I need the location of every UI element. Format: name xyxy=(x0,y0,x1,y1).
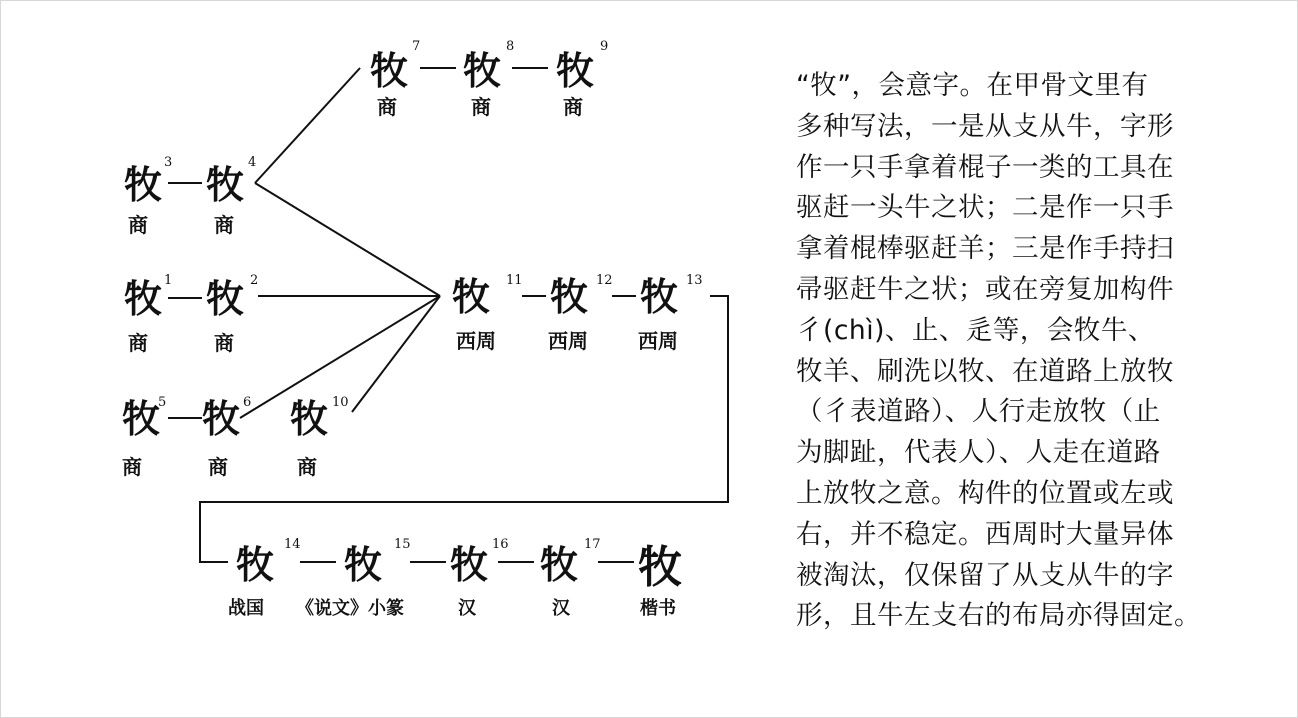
form-16 xyxy=(450,537,509,619)
explanation-line: 多种写法，一是从攴从牛，字形 xyxy=(796,110,1174,142)
form-4 xyxy=(206,155,256,237)
explanation-line: 为脚趾，代表人）、人走在道路 xyxy=(796,437,1161,469)
explanation-line: 上放牧之意。构件的位置或左或 xyxy=(796,477,1174,509)
glyph-7: 牧 xyxy=(370,48,409,93)
glyph-3: 牧 xyxy=(124,162,163,207)
form-number-16: 16 xyxy=(492,537,509,552)
glyph-10: 牧 xyxy=(290,396,329,441)
form-14 xyxy=(228,537,301,619)
glyph-11: 牧 xyxy=(452,274,491,319)
form-9 xyxy=(556,39,608,119)
form-11 xyxy=(452,273,523,353)
form-number-11: 11 xyxy=(506,273,523,288)
period-label-14: 战国 xyxy=(228,598,264,619)
period-label-2: 商 xyxy=(214,331,234,355)
branch-line-4-to-7 xyxy=(255,68,360,183)
form-7 xyxy=(370,39,420,119)
form-number-9: 9 xyxy=(600,39,609,54)
form-1 xyxy=(124,273,172,355)
glyph-9: 牧 xyxy=(556,48,595,93)
period-label-17: 汉 xyxy=(552,598,570,619)
branch-line-10-to-11 xyxy=(352,296,440,412)
form-number-4: 4 xyxy=(248,155,257,170)
period-label-10: 商 xyxy=(297,455,317,479)
glyph-8: 牧 xyxy=(463,48,502,93)
glyph-13: 牧 xyxy=(640,274,679,319)
form-number-14: 14 xyxy=(284,537,301,552)
form-number-5: 5 xyxy=(158,395,167,410)
period-label-5: 商 xyxy=(122,455,142,479)
explanation-line: 作一只手拿着棍子一类的工具在 xyxy=(796,151,1174,183)
period-label-3: 商 xyxy=(128,213,148,237)
glyph-2: 牧 xyxy=(206,276,245,321)
glyph-17: 牧 xyxy=(540,542,579,587)
period-label-6: 商 xyxy=(208,455,228,479)
period-label-1: 商 xyxy=(128,331,148,355)
explanation-line: 右，并不稳定。西周时大量异体 xyxy=(796,518,1174,550)
form-2 xyxy=(206,273,258,355)
period-label-7: 商 xyxy=(377,95,397,119)
form-8 xyxy=(463,39,514,119)
form-17 xyxy=(540,537,601,619)
glyph-15: 牧 xyxy=(344,542,383,587)
form-number-8: 8 xyxy=(506,39,515,54)
period-label-15: 《说文》小篆 xyxy=(296,598,404,619)
period-label-8: 商 xyxy=(471,95,491,119)
explanation-line: 拿着棍棒驱赶羊；三是作手持扫 xyxy=(796,233,1174,265)
explanation-line: “牧”，会意字。在甲骨文里有 xyxy=(796,70,1149,101)
form-15 xyxy=(296,537,411,619)
period-label-4: 商 xyxy=(214,213,234,237)
form-6 xyxy=(202,395,251,479)
explanation-line: 帚驱赶牛之状；或在旁复加构件 xyxy=(796,273,1174,305)
explanation-line: 形，且牛左攴右的布局亦得固定。 xyxy=(796,600,1201,632)
glyph-16: 牧 xyxy=(450,542,489,587)
form-number-17: 17 xyxy=(584,537,601,552)
period-label-9: 商 xyxy=(563,95,583,119)
form-3 xyxy=(124,155,172,237)
form-number-6: 6 xyxy=(243,395,252,410)
branch-line-4-to-11 xyxy=(255,183,440,296)
form-18-kaishu xyxy=(638,542,682,619)
explanation-line: 牧羊、刷洗以牧、在道路上放牧 xyxy=(796,355,1174,387)
form-13 xyxy=(638,273,703,353)
explanation-text xyxy=(796,66,1268,637)
explanation-line: （彳表道路）、人行走放牧（止 xyxy=(796,396,1161,428)
glyph-4: 牧 xyxy=(206,162,245,207)
form-number-10: 10 xyxy=(332,395,349,410)
form-number-1: 1 xyxy=(164,273,173,288)
period-label-16: 汉 xyxy=(458,598,476,619)
glyph-18: 牧 xyxy=(638,542,682,593)
period-label-12: 西周 xyxy=(548,329,588,353)
explanation-line: 彳(chì)、止、辵等，会牧牛、 xyxy=(796,314,1155,346)
form-10 xyxy=(290,395,349,479)
form-number-2: 2 xyxy=(250,273,259,288)
form-12 xyxy=(548,273,613,353)
explanation-line: 被淘汰，仅保留了从攴从牛的字 xyxy=(796,559,1174,591)
form-number-7: 7 xyxy=(412,39,421,54)
form-number-15: 15 xyxy=(394,537,411,552)
period-label-11: 西周 xyxy=(456,329,496,353)
glyph-14: 牧 xyxy=(236,542,275,587)
glyph-12: 牧 xyxy=(550,274,589,319)
glyph-1: 牧 xyxy=(124,276,163,321)
explanation-line: 驱赶一头牛之状；二是作一只手 xyxy=(796,192,1174,224)
glyph-6: 牧 xyxy=(202,396,241,441)
form-number-3: 3 xyxy=(164,155,173,170)
form-5 xyxy=(122,395,166,479)
form-number-13: 13 xyxy=(686,273,703,288)
form-number-12: 12 xyxy=(596,273,613,288)
glyph-5: 牧 xyxy=(122,396,161,441)
period-label-13: 西周 xyxy=(638,329,678,353)
period-label-18: 楷书 xyxy=(640,598,676,619)
